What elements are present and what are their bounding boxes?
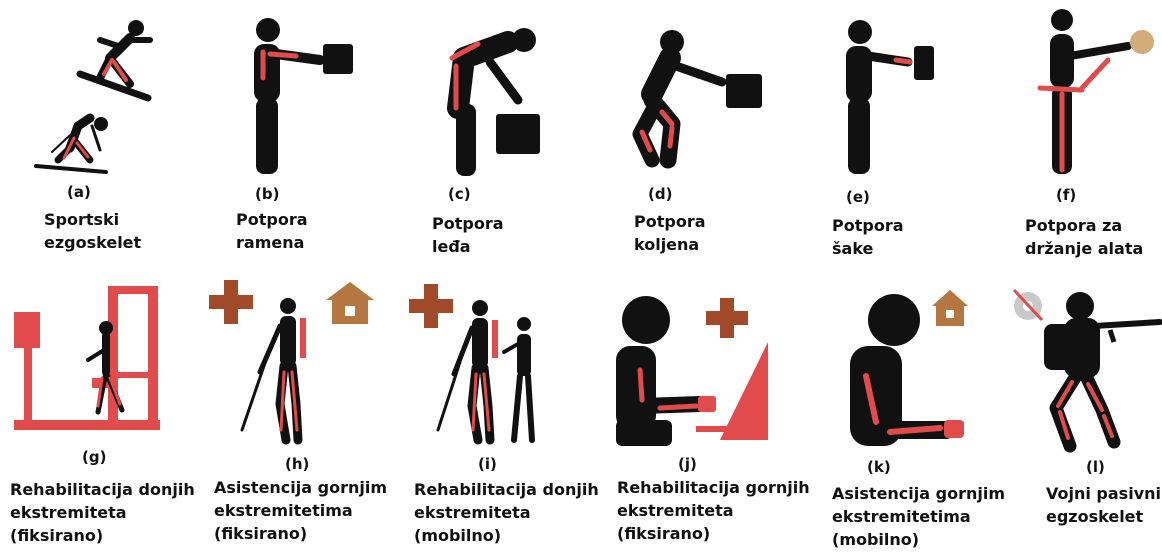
back-support-icon <box>390 0 590 180</box>
panel-i-caption-line3: (mobilno) <box>414 526 502 546</box>
panel-e-caption <box>832 214 904 260</box>
panel-l-caption-line2: egzoskelet <box>1046 507 1144 527</box>
panel-j <box>600 280 810 556</box>
panel-l <box>1010 280 1162 556</box>
panel-l-caption-line1: Vojni pasivni <box>1046 484 1161 503</box>
panel-f-caption-line2: držanje alata <box>1025 239 1144 259</box>
panel-g-caption-line3: (fiksirano) <box>10 526 104 546</box>
panel-k <box>810 280 1010 556</box>
panel-a-caption-line2: ezgoskelet <box>44 233 142 253</box>
panel-c <box>390 0 590 270</box>
panel-d <box>590 0 780 270</box>
panel-h <box>200 280 400 556</box>
panel-k-letter: (k) <box>867 458 891 476</box>
panel-f-caption-line1: Potpora za <box>1025 216 1123 235</box>
panel-l-caption <box>1046 482 1161 528</box>
panel-c-caption-line2: leđa <box>432 237 471 257</box>
knee-support-icon <box>590 0 780 180</box>
panel-h-caption <box>214 476 387 546</box>
treadmill-rehab-icon <box>0 280 200 445</box>
panel-a-caption-line1: Sportski <box>44 210 120 229</box>
mobile-walk-rehab-icon <box>400 280 600 455</box>
tool-holding-icon <box>970 0 1162 180</box>
medical-cross-icon <box>409 284 453 328</box>
panel-g-caption-line2: ekstremiteta <box>10 503 127 523</box>
panel-i <box>400 280 600 556</box>
panel-a-letter: (a) <box>67 183 91 201</box>
panel-k-caption <box>832 482 1005 552</box>
panel-b-caption-line2: ramena <box>236 233 305 253</box>
panel-h-caption-line1: Asistencija gornjim <box>214 478 387 497</box>
gear-icon <box>1014 290 1042 320</box>
panel-c-caption <box>432 212 504 258</box>
house-icon <box>326 282 374 324</box>
panel-i-caption-line1: Rehabilitacija donjih <box>414 480 599 499</box>
hand-support-icon <box>780 0 970 180</box>
panel-d-caption <box>634 210 706 256</box>
panel-d-caption-line1: Potpora <box>634 212 706 231</box>
panel-l-letter: (l) <box>1086 458 1105 476</box>
panel-c-letter: (c) <box>448 185 471 203</box>
panel-j-caption <box>617 476 810 546</box>
shoulder-support-icon <box>200 0 390 180</box>
panel-h-caption-line2: ekstremitetima <box>214 501 353 521</box>
panel-a <box>0 0 200 270</box>
panel-k-caption-line2: ekstremitetima <box>832 507 971 527</box>
panel-j-caption-line2: ekstremiteta <box>617 501 734 521</box>
panel-g-caption <box>10 478 195 548</box>
panel-g-letter: (g) <box>82 448 107 466</box>
snowboard-ski-icon <box>0 0 200 180</box>
panel-c-caption-line1: Potpora <box>432 214 504 233</box>
panel-b-caption <box>236 208 308 254</box>
medical-cross-icon <box>209 280 253 324</box>
panel-h-letter: (h) <box>285 455 310 473</box>
panel-d-letter: (d) <box>648 185 673 203</box>
panel-f-caption <box>1025 214 1143 260</box>
panel-b-caption-line1: Potpora <box>236 210 308 229</box>
panel-b-letter: (b) <box>255 185 280 203</box>
panel-j-caption-line1: Rehabilitacija gornjih <box>617 478 810 497</box>
panel-k-caption-line1: Asistencija gornjim <box>832 484 1005 503</box>
panel-g <box>0 280 200 556</box>
panel-f-letter: (f) <box>1056 186 1077 204</box>
military-soldier-icon <box>1010 280 1162 455</box>
panel-k-caption-line3: (mobilno) <box>832 530 920 550</box>
panel-f <box>970 0 1162 270</box>
panel-g-caption-line1: Rehabilitacija donjih <box>10 480 195 499</box>
panel-j-letter: (j) <box>678 455 697 473</box>
panel-d-caption-line2: koljena <box>634 235 700 255</box>
panel-i-letter: (i) <box>478 455 497 473</box>
panel-e <box>780 0 970 270</box>
desk-arm-rehab-icon <box>600 280 810 455</box>
panel-e-caption-line2: šake <box>832 239 874 259</box>
panel-i-caption-line2: ekstremiteta <box>414 503 531 523</box>
arm-assist-icon <box>810 280 1010 455</box>
panel-e-letter: (e) <box>846 188 870 206</box>
medical-cross-icon <box>706 298 748 338</box>
walking-cane-assist-icon <box>200 280 400 455</box>
panel-b <box>200 0 390 270</box>
panel-i-caption <box>414 478 599 548</box>
panel-h-caption-line3: (fiksirano) <box>214 524 308 544</box>
house-icon <box>932 290 968 326</box>
panel-j-caption-line3: (fiksirano) <box>617 524 711 544</box>
panel-a-caption <box>44 208 141 254</box>
panel-e-caption-line1: Potpora <box>832 216 904 235</box>
